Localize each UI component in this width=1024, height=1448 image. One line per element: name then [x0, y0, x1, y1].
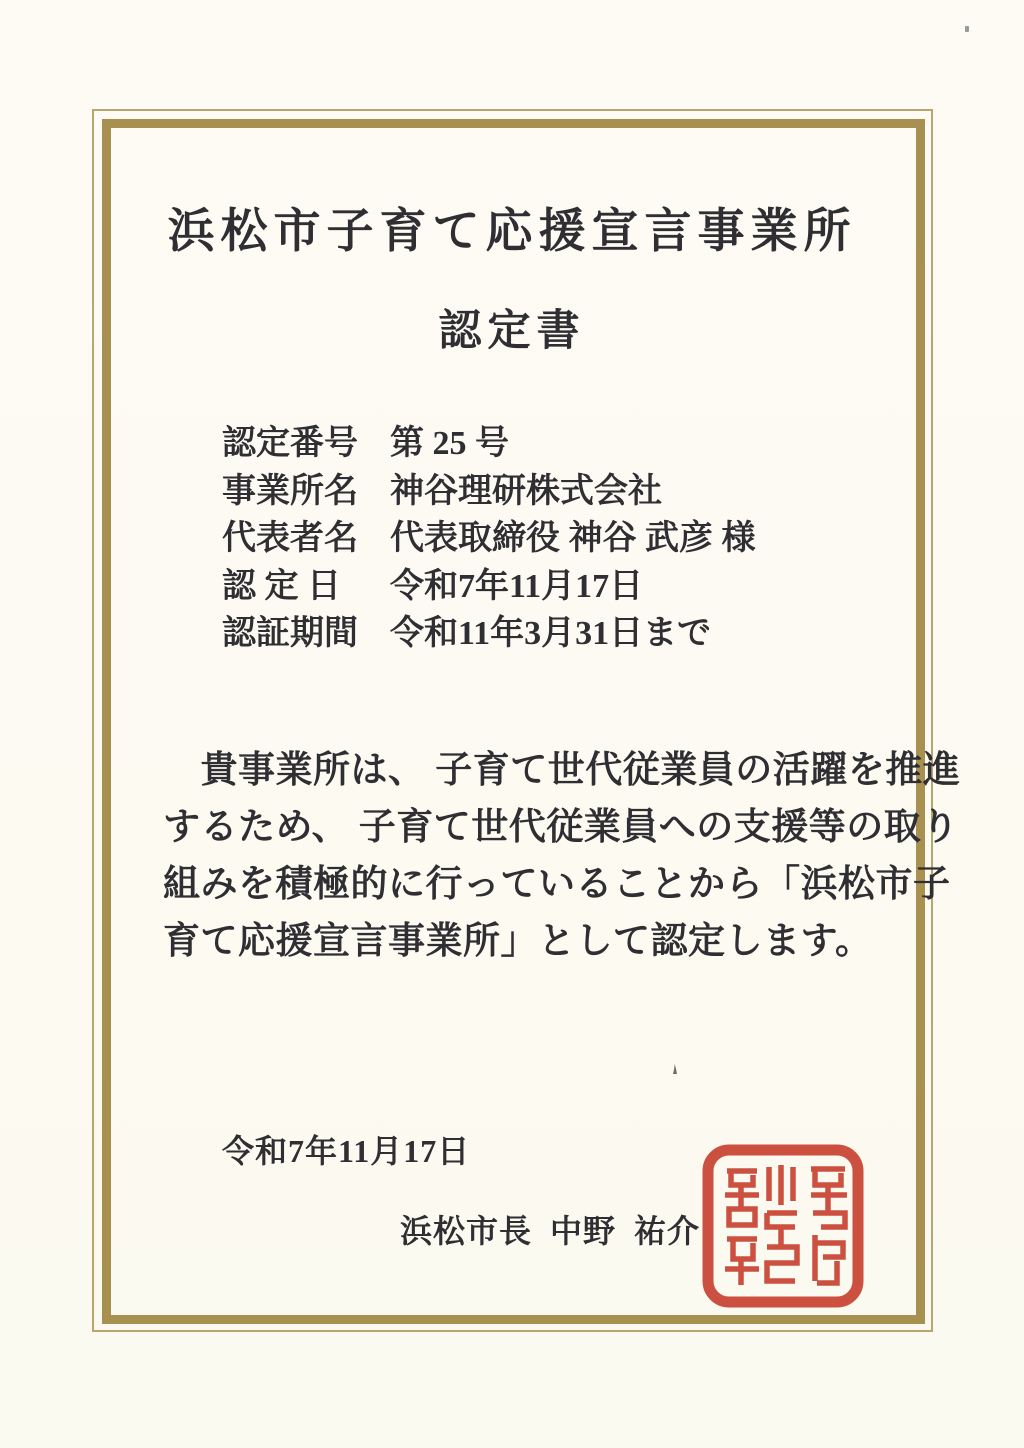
- field-label: 認定番号: [222, 425, 358, 462]
- mayor-seal-stamp-icon: [701, 1143, 865, 1309]
- field-label: 認証期間: [222, 615, 358, 652]
- certificate-fields: [222, 420, 756, 658]
- field-value: 令和11年3月31日まで: [390, 615, 712, 652]
- field-representative-name: [222, 515, 756, 563]
- field-business-name: [222, 468, 756, 516]
- body-line: 育て応援宣言事業所」として認定します。: [163, 921, 873, 962]
- body-line: 貴事業所は、 子育て世代従業員の活躍を推進: [163, 750, 961, 791]
- scan-speck: [965, 26, 969, 32]
- field-value: 令和7年11月17日: [390, 567, 644, 605]
- mayor-signature: 浜松市長 中野 祐介: [400, 1213, 701, 1249]
- certificate-subtitle: 認定書: [438, 308, 586, 355]
- field-value: 代表取締役 神谷 武彦 様: [390, 520, 756, 557]
- certificate-title: 浜松市子育て応援宣言事業所: [167, 206, 857, 258]
- field-label: 認 定 日: [222, 567, 341, 605]
- field-certification-period: [222, 610, 756, 658]
- body-line: するため、 子育て世代従業員への支援等の取り: [163, 807, 959, 848]
- certificate-body-text: [163, 742, 961, 970]
- field-certification-date: [222, 563, 756, 611]
- field-value: 第 25 号: [390, 425, 509, 462]
- field-certification-number: [222, 420, 756, 468]
- field-value: 神谷理研株式会社: [390, 472, 662, 510]
- field-label: 事業所名: [222, 472, 358, 510]
- body-line: 組みを積極的に行っていることから「浜松市子: [163, 864, 951, 905]
- issue-date: 令和7年11月17日: [222, 1133, 471, 1169]
- field-label: 代表者名: [222, 520, 358, 557]
